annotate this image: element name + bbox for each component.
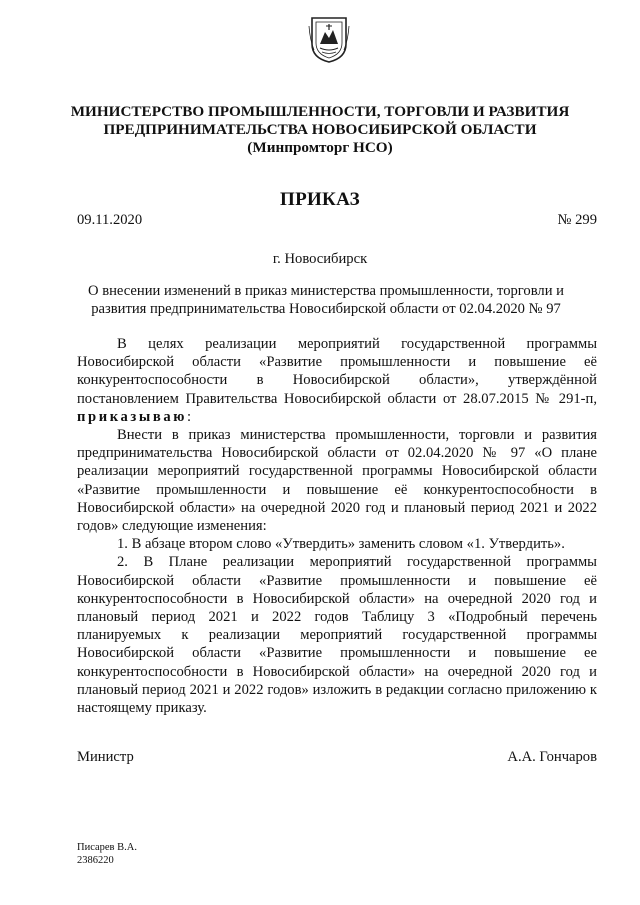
org-short-name: (Минпромторг НСО) (247, 139, 393, 156)
body-paragraph-1 (77, 335, 597, 426)
order-colon: : (187, 408, 192, 425)
org-name-line-2: ПРЕДПРИНИМАТЕЛЬСТВА НОВОСИБИРСКОЙ ОБЛАСТИ (103, 121, 537, 138)
body-paragraph-2: Внести в приказ министерства промышленности, торговли и развития предпринимательства Новосибирской области от 02.04.2020 № 97 «О плане реализации мероприятий государственной программы Новосибирской области «Развитие промышленности и повышение её конкурентоспособности в Новосибирской области» на очередной 2020 год и плановый период 2021 и 2022 годов» следующие изменения: (77, 427, 597, 535)
document-number: № 299 (557, 212, 597, 228)
document-title: ПРИКАЗ (279, 189, 361, 210)
document-date: 09.11.2020 (77, 212, 143, 228)
order-word: приказываю (77, 408, 188, 425)
document-subject: О внесении изменений в приказ министерства промышленности, торговли и развития предпринимательства Новосибирской области от 02.04.2020 № 97 (88, 283, 564, 318)
signatory-name: А.А. Гончаров (507, 749, 597, 765)
body-paragraph-4: 2. В Плане реализации мероприятий государственной программы Новосибирской области «Развитие промышленности и повышение её конкурентоспособности в Новосибирской области» на очередной 2020 год и плановый период 2021 и 2022 годов Таблицу 3 «Подробный перечень планируемых к реализации мероприятий государственной программы Новосибирской области «Развитие промышленности и повышение ее конкурентоспособности в Новосибирской области» на очередной 2020 год и плановый период 2021 и 2022 годов» изложить в редакции согласно приложению к настоящему приказу. (77, 554, 597, 717)
signatory-title: Министр (77, 749, 134, 765)
coat-of-arms-emblem-icon (308, 14, 350, 64)
executor-info (77, 841, 137, 867)
body-paragraph-1-text: В целях реализации мероприятий государственной программы Новосибирской области «Развитие промышленности и повышение её конкурентоспособности в Новосибирской области», утверждённой постановлением Правительства Новосибирской области от 28.07.2015 № 291-п, (77, 336, 597, 407)
document-city: г. Новосибирск (272, 251, 368, 267)
executor-name: Писарев В.А. (77, 842, 137, 853)
org-name-line-1: МИНИСТЕРСТВО ПРОМЫШЛЕННОСТИ, ТОРГОВЛИ И РАЗВИТИЯ (70, 103, 570, 120)
executor-phone: 2386220 (77, 855, 114, 866)
body-paragraph-3: 1. В абзаце втором слово «Утвердить» заменить словом «1. Утвердить». (117, 536, 565, 553)
document-body (77, 335, 597, 717)
